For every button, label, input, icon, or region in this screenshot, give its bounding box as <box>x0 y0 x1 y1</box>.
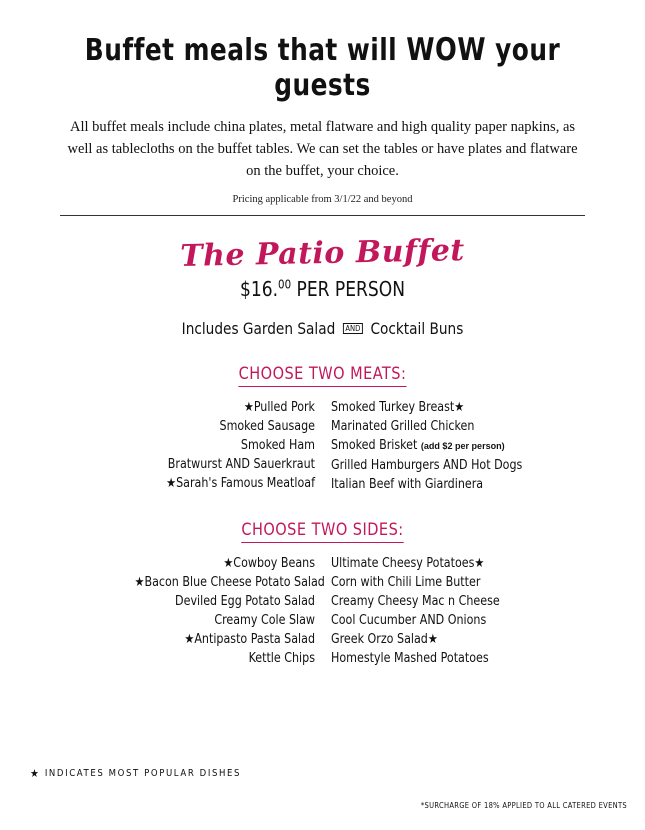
list-item: ★Antipasto Pasta Salad <box>183 632 315 648</box>
brisket-surcharge-note: (add $2 per person) <box>420 441 505 453</box>
divider <box>60 215 585 216</box>
list-item: ★Bacon Blue Cheese Potato Salad <box>134 575 325 591</box>
list-item: ★Sarah's Famous Meatloaf <box>165 476 315 492</box>
legend <box>30 767 241 780</box>
list-item: Deviled Egg Potato Salad <box>174 594 315 610</box>
page-title-part2: your guests <box>274 33 561 103</box>
list-item: Bratwurst AND Sauerkraut <box>167 457 315 473</box>
list-item: Smoked Ham <box>240 438 315 454</box>
meats-columns <box>40 398 605 494</box>
surcharge-note: *SURCHARGE OF 18% APPLIED TO ALL CATERED EVENTS <box>420 801 627 810</box>
list-item-label: Smoked Brisket <box>330 438 417 454</box>
includes-prefix: Includes Garden Salad <box>181 319 340 339</box>
legend-text: INDICATES MOST POPULAR DISHES <box>44 768 242 779</box>
price-cents: 00 <box>278 277 292 292</box>
page-title-part1: Buffet meals that will <box>84 33 407 68</box>
page-title <box>63 32 583 103</box>
list-item: Grilled Hamburgers AND Hot Dogs <box>330 458 522 474</box>
price-suffix: PER PERSON <box>291 277 406 302</box>
list-item: Creamy Cole Slaw <box>213 613 315 629</box>
intro-paragraph: All buffet meals include china plates, metal flatware and high quality paper napkins, as well as tablecloths on the buffet tables. We can set the tables or have plates and flatware on the buffet, your choice. <box>67 119 578 179</box>
list-item: Homestyle Mashed Potatoes <box>330 651 489 667</box>
meats-column-right <box>331 398 521 494</box>
sides-heading <box>54 520 591 540</box>
list-item: Cool Cucumber AND Onions <box>330 613 486 629</box>
list-item: Ultimate Cheesy Potatoes★ <box>330 556 484 572</box>
sides-heading-text: CHOOSE TWO SIDES: <box>241 520 403 543</box>
meats-heading-text: CHOOSE TWO MEATS: <box>239 364 407 387</box>
price-amount: $16. <box>239 277 279 302</box>
list-item: Corn with Chili Lime Butter <box>330 575 480 591</box>
meats-heading <box>54 364 591 384</box>
list-item: ★Cowboy Beans <box>222 556 315 572</box>
buffet-title: The Patio Buffet <box>179 233 466 275</box>
star-icon: ★ <box>30 767 41 780</box>
price-line <box>54 277 591 301</box>
list-item: Marinated Grilled Chicken <box>330 419 474 435</box>
meats-column-left <box>125 398 315 494</box>
sides-column-right <box>331 554 521 668</box>
includes-suffix: Cocktail Buns <box>366 319 464 339</box>
list-item: Smoked Sausage <box>219 419 315 435</box>
list-item <box>331 436 512 456</box>
list-item: Greek Orzo Salad★ <box>330 632 438 648</box>
page-title-wow: WOW <box>406 32 487 68</box>
includes-line <box>54 319 591 338</box>
sides-columns <box>40 554 605 668</box>
list-item: Italian Beef with Giardinera <box>330 477 483 493</box>
sides-column-left <box>125 554 325 668</box>
and-badge: AND <box>342 323 363 334</box>
list-item: Kettle Chips <box>248 651 315 667</box>
pricing-note: Pricing applicable from 3/1/22 and beyond <box>232 194 413 206</box>
list-item: Creamy Cheesy Mac n Cheese <box>330 594 500 610</box>
list-item: ★Pulled Pork <box>243 400 315 416</box>
list-item: Smoked Turkey Breast★ <box>330 400 464 416</box>
